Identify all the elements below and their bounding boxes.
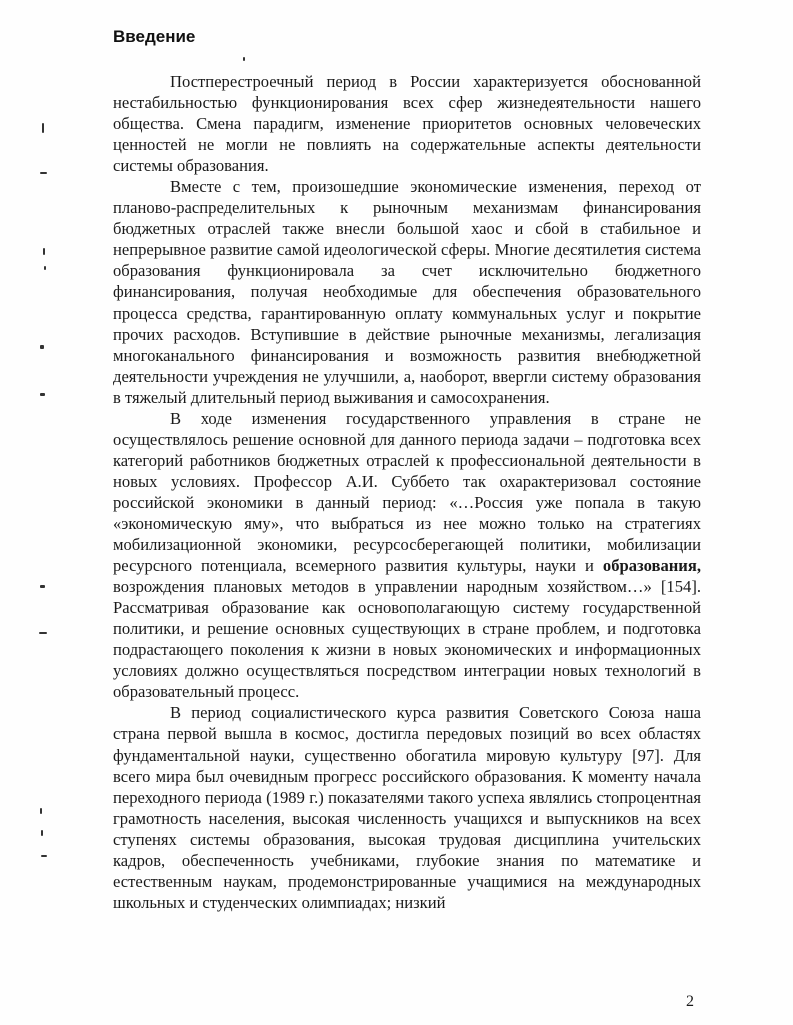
scan-speck xyxy=(40,808,42,814)
section-heading: Введение xyxy=(113,27,196,46)
scan-speck xyxy=(40,585,45,588)
scan-speck xyxy=(243,57,245,61)
paragraph-3-text-after: возрождения плановых методов в управлении народным хозяйством…» [154]. Рассматривая образование как основополагающую систему государственной политики, и решение основных существующих в стране проблем, и подготовка подрастающего поколения к жизни в новых экономических и информационных условиях должно осуществляться посредством интеграции новых технологий в образовательный процесс. xyxy=(113,577,701,702)
page-number: 2 xyxy=(686,993,694,1010)
scan-speck xyxy=(44,266,46,270)
paragraph-2: Вместе с тем, произошедшие экономические изменения, переход от планово-распределительных к рыночным механизмам финансирования бюджетных отраслей также внесли большой хаос и сбой в стабильное и непрерывное развитие самой идеологической сферы. Многие десятилетия система образования функционировала за счет исключительно бюджетного финансирования, получая необходимые для обеспечения образовательного процесса средства, гарантированную оплату коммунальных услуг и покрытие прочих расходов. Вступившие в действие рыночные механизмы, легализация многоканального финансирования и возможность развития внебюджетной деятельности учреждения не улучшили, а, наоборот, ввергли систему образования в тяжелый длительный период выживания и самосохранения. xyxy=(113,177,701,407)
paragraph-3 xyxy=(113,408,701,703)
scan-speck xyxy=(40,393,45,396)
paragraph-3-text-before: В ходе изменения государственного управления в стране не осуществлялось решение основной для данного периода задачи – подготовка всех категорий работников бюджетных отраслей к профессиональной деятельности в новых условиях. Профессор А.И. Суббето так охарактеризовал состояние российской экономики в данный период: «…Россия уже попала в такую «экономическую яму», что выбраться из нее можно только на стратегиях мобилизационной экономики, ресурсосберегающей политики, мобилизации ресурсного потенциала, всемерного развития культуры, науки и xyxy=(113,408,701,576)
scan-speck xyxy=(39,632,47,634)
scan-speck xyxy=(41,855,47,857)
paragraph-4: В период социалистического курса развития Советского Союза наша страна первой вышла в космос, достигла передовых позиций во всех областях фундаментальной науки, существенно обогатила мировую культуру [97]. Для всего мира был очевидным прогресс российского образования. К моменту начала переходного периода (1989 г.) показателями такого успеха являлись стопроцентная грамотность населения, высокая численность учащихся и выпускников на всех ступенях системы образования, высокая трудовая дисциплина учительских кадров, обеспеченность учебниками, глубокие знания по математике и естественным наукам, продемонстрированные учащимися на международных школьных и студенческих олимпиадах; низкий xyxy=(113,703,701,912)
scan-speck xyxy=(40,345,44,349)
scan-speck xyxy=(40,172,47,174)
scan-speck xyxy=(41,830,43,836)
body-text xyxy=(113,71,701,913)
paragraph-3-bold-word: образования, xyxy=(602,556,701,576)
scan-speck xyxy=(43,248,45,255)
paragraph-1: Постперестроечный период в России характеризуется обоснованной нестабильностью функционирования всех сфер жизнедеятельности нашего общества. Смена парадигм, изменение приоритетов основных человеческих ценностей не могли не повлиять на содержательные аспекты деятельности системы образования. xyxy=(113,72,701,176)
scan-speck xyxy=(42,123,44,133)
